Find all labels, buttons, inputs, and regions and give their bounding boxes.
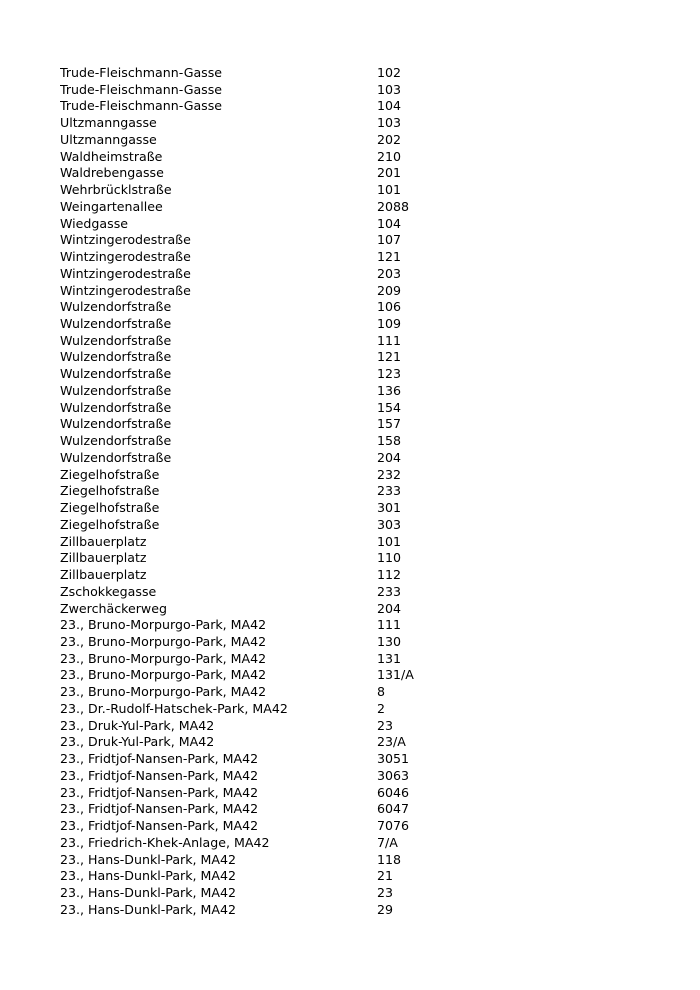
street-name: Wulzendorfstraße — [60, 433, 172, 449]
house-number: 3063 — [377, 767, 410, 783]
street-name: Zillbauerplatz — [60, 533, 147, 549]
house-number: 131 — [377, 650, 402, 666]
street-name: Wehrbrücklstraße — [60, 182, 172, 198]
list-item — [60, 232, 660, 249]
street-name: 23., Bruno-Morpurgo-Park, MA42 — [60, 684, 267, 700]
street-name: Zwerchäckerweg — [60, 600, 167, 616]
street-name: 23., Bruno-Morpurgo-Park, MA42 — [60, 650, 267, 666]
street-name: Wulzendorfstraße — [60, 382, 172, 398]
street-name: Wulzendorfstraße — [60, 416, 172, 432]
house-number: 7/A — [377, 834, 398, 850]
list-item — [60, 249, 660, 266]
list-item — [60, 416, 660, 433]
house-number: 112 — [377, 567, 402, 583]
list-item — [60, 902, 660, 919]
list-item — [60, 500, 660, 517]
house-number: 154 — [377, 399, 402, 415]
house-number: 157 — [377, 416, 402, 432]
house-number: 158 — [377, 433, 402, 449]
house-number: 2088 — [377, 198, 410, 214]
street-name: Zillbauerplatz — [60, 567, 147, 583]
house-number: 303 — [377, 516, 402, 532]
list-item — [60, 617, 660, 634]
list-item — [60, 216, 660, 233]
house-number: 101 — [377, 533, 402, 549]
list-item — [60, 82, 660, 99]
street-name: 23., Fridtjof-Nansen-Park, MA42 — [60, 784, 259, 800]
list-item — [60, 667, 660, 684]
street-name: Wulzendorfstraße — [60, 349, 172, 365]
list-item — [60, 801, 660, 818]
list-item — [60, 634, 660, 651]
street-name: 23., Druk-Yul-Park, MA42 — [60, 717, 215, 733]
list-item — [60, 517, 660, 534]
house-number: 233 — [377, 583, 402, 599]
list-item — [60, 333, 660, 350]
street-name: 23., Hans-Dunkl-Park, MA42 — [60, 851, 237, 867]
list-item — [60, 483, 660, 500]
list-item — [60, 567, 660, 584]
house-number: 6047 — [377, 801, 410, 817]
house-number: 103 — [377, 81, 402, 97]
street-name: Ziegelhofstraße — [60, 466, 160, 482]
street-name: Ziegelhofstraße — [60, 483, 160, 499]
list-item — [60, 601, 660, 618]
street-name: 23., Fridtjof-Nansen-Park, MA42 — [60, 818, 259, 834]
house-number: 23 — [377, 717, 394, 733]
street-name: 23., Hans-Dunkl-Park, MA42 — [60, 868, 237, 884]
list-item — [60, 65, 660, 82]
street-name: 23., Bruno-Morpurgo-Park, MA42 — [60, 633, 267, 649]
house-number: 3051 — [377, 751, 410, 767]
house-number: 102 — [377, 65, 402, 80]
street-name: Waldrebengasse — [60, 165, 164, 181]
list-item — [60, 868, 660, 885]
house-number: 131/A — [377, 667, 414, 683]
street-name: Zschokkegasse — [60, 583, 157, 599]
house-number: 103 — [377, 115, 402, 131]
house-number: 7076 — [377, 818, 410, 834]
list-item — [60, 165, 660, 182]
list-item — [60, 383, 660, 400]
list-item — [60, 701, 660, 718]
list-item — [60, 283, 660, 300]
street-name: 23., Druk-Yul-Park, MA42 — [60, 734, 215, 750]
list-item — [60, 149, 660, 166]
list-item — [60, 852, 660, 869]
list-item — [60, 299, 660, 316]
street-name: Wulzendorfstraße — [60, 399, 172, 415]
list-item — [60, 199, 660, 216]
list-item — [60, 550, 660, 567]
street-name: 23., Hans-Dunkl-Park, MA42 — [60, 884, 237, 900]
street-name: Wulzendorfstraße — [60, 299, 172, 315]
list-item — [60, 785, 660, 802]
list-item — [60, 734, 660, 751]
list-item — [60, 467, 660, 484]
house-number: 23/A — [377, 734, 406, 750]
house-number: 107 — [377, 232, 402, 248]
house-number: 123 — [377, 366, 402, 382]
list-item — [60, 115, 660, 132]
house-number: 201 — [377, 165, 402, 181]
house-number: 101 — [377, 182, 402, 198]
street-name: 23., Fridtjof-Nansen-Park, MA42 — [60, 767, 259, 783]
house-number: 2 — [377, 700, 386, 716]
street-name: Zillbauerplatz — [60, 550, 147, 566]
house-number: 104 — [377, 215, 402, 231]
list-item — [60, 751, 660, 768]
street-name: Wintzingerodestraße — [60, 282, 191, 298]
house-number: 110 — [377, 550, 402, 566]
house-number: 6046 — [377, 784, 410, 800]
house-number: 109 — [377, 316, 402, 332]
street-name: Wulzendorfstraße — [60, 449, 172, 465]
street-name: 23., Dr.-Rudolf-Hatschek-Park, MA42 — [60, 700, 288, 716]
street-name: Trude-Fleischmann-Gasse — [60, 98, 223, 114]
list-item — [60, 651, 660, 668]
street-name: Wintzingerodestraße — [60, 232, 191, 248]
street-name: Wulzendorfstraße — [60, 332, 172, 348]
house-number: 203 — [377, 265, 402, 281]
list-item — [60, 584, 660, 601]
list-item — [60, 182, 660, 199]
street-name: 23., Friedrich-Khek-Anlage, MA42 — [60, 834, 270, 850]
street-name: Wulzendorfstraße — [60, 316, 172, 332]
street-name: 23., Bruno-Morpurgo-Park, MA42 — [60, 667, 267, 683]
list-item — [60, 534, 660, 551]
street-name: Ziegelhofstraße — [60, 500, 160, 516]
house-number: 204 — [377, 449, 402, 465]
street-name: Trude-Fleischmann-Gasse — [60, 65, 223, 80]
house-number: 23 — [377, 884, 394, 900]
street-name: 23., Fridtjof-Nansen-Park, MA42 — [60, 801, 259, 817]
house-number: 301 — [377, 500, 402, 516]
list-item — [60, 400, 660, 417]
street-name: Wintzingerodestraße — [60, 249, 191, 265]
house-number: 136 — [377, 382, 402, 398]
street-name: Wulzendorfstraße — [60, 366, 172, 382]
house-number: 104 — [377, 98, 402, 114]
house-number: 232 — [377, 466, 402, 482]
street-name: Weingartenallee — [60, 198, 163, 214]
house-number: 29 — [377, 901, 394, 917]
house-number: 130 — [377, 633, 402, 649]
list-item — [60, 768, 660, 785]
street-name: Trude-Fleischmann-Gasse — [60, 81, 223, 97]
house-number: 204 — [377, 600, 402, 616]
house-number: 121 — [377, 349, 402, 365]
house-number: 233 — [377, 483, 402, 499]
list-item — [60, 818, 660, 835]
house-number: 210 — [377, 148, 402, 164]
list-item — [60, 366, 660, 383]
list-item — [60, 450, 660, 467]
list-item — [60, 433, 660, 450]
list-item — [60, 266, 660, 283]
street-name: Wiedgasse — [60, 215, 128, 231]
street-name: Ultzmanngasse — [60, 115, 157, 131]
house-number: 21 — [377, 868, 394, 884]
list-item — [60, 316, 660, 333]
list-item — [60, 132, 660, 149]
street-name: Wintzingerodestraße — [60, 265, 191, 281]
address-list — [60, 65, 660, 918]
list-item — [60, 684, 660, 701]
house-number: 209 — [377, 282, 402, 298]
house-number: 111 — [377, 332, 402, 348]
list-item — [60, 835, 660, 852]
street-name: 23., Hans-Dunkl-Park, MA42 — [60, 901, 237, 917]
street-name: 23., Fridtjof-Nansen-Park, MA42 — [60, 751, 259, 767]
list-item — [60, 98, 660, 115]
list-item — [60, 718, 660, 735]
house-number: 118 — [377, 851, 402, 867]
house-number: 121 — [377, 249, 402, 265]
street-name: Ultzmanngasse — [60, 131, 157, 147]
list-item — [60, 885, 660, 902]
street-name: Waldheimstraße — [60, 148, 163, 164]
house-number: 8 — [377, 684, 386, 700]
house-number: 106 — [377, 299, 402, 315]
street-name: 23., Bruno-Morpurgo-Park, MA42 — [60, 617, 267, 633]
street-name: Ziegelhofstraße — [60, 516, 160, 532]
house-number: 111 — [377, 617, 402, 633]
house-number: 202 — [377, 131, 402, 147]
list-item — [60, 349, 660, 366]
